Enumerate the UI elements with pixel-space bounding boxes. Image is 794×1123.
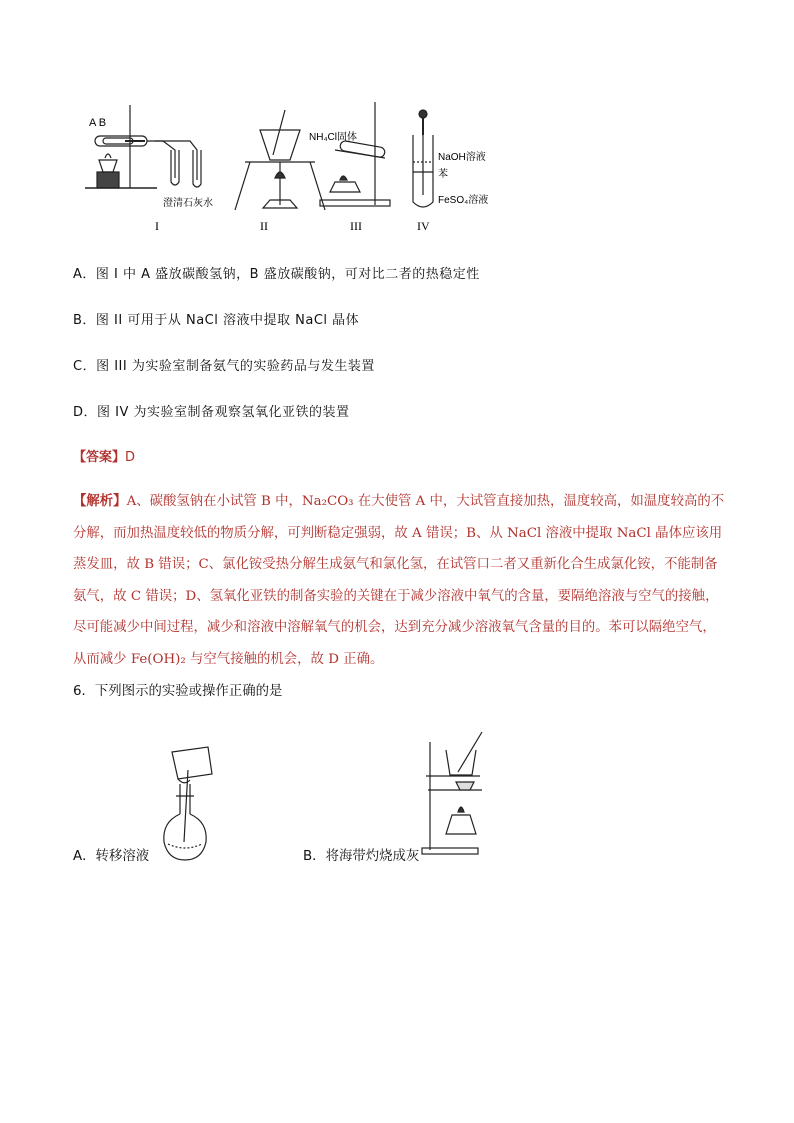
- label-naoh: NaOH溶液: [438, 152, 486, 163]
- label-benzene: 苯: [438, 169, 448, 180]
- label-a-b: A B: [89, 117, 107, 129]
- q6-option-b: B．将海带灼烧成灰: [303, 849, 420, 864]
- roman-i: I: [155, 219, 159, 233]
- apparatus-figure-top: [85, 100, 505, 235]
- analysis-tag: 【解析】: [73, 494, 127, 509]
- label-limewater: 澄清石灰水: [163, 198, 213, 209]
- label-nh4cl: NH₄Cl固体: [309, 132, 357, 143]
- analysis-paragraph: [73, 486, 729, 675]
- q6-option-a: A．转移溶液: [73, 849, 150, 864]
- analysis-text: A、碳酸氢钠在小试管 B 中，Na₂CO₃ 在大使管 A 中，大试管直接加热，温度较高，如温度较高的不分解，而加热温度较低的物质分解，可判断稳定强弱，故 A 错误；B、从 NaCl 溶液中提取 NaCl 晶体应该用蒸发皿，故 B 错误；C、氯化铵受热分解生成氨气和氯化氢，在试管口二者又重新化合生成氯化铵，不能制备氨气，故 C 错误；D、氢氧化亚铁的制备实验的关键在于减少溶液中氧气的含量，要隔绝溶液与空气的接触，尽可能减少中间过程，减少和溶液中溶解氧气的机会，达到充分减少溶液氧气含量的目的。苯可以隔绝空气，从而减少 Fe(OH)₂ 与空气接触的机会，故 D 正确。: [73, 494, 725, 667]
- crucible-burning-figure: [418, 730, 498, 858]
- roman-iv: IV: [417, 219, 430, 233]
- option-a: A．图 I 中 A 盛放碳酸氢钠，B 盛放碳酸钠，可对比二者的热稳定性: [73, 267, 480, 282]
- answer-value: D: [125, 450, 136, 465]
- question-6: 6．下列图示的实验或操作正确的是: [73, 684, 283, 699]
- roman-ii: II: [260, 219, 268, 233]
- answer-tag: 【答案】: [73, 450, 126, 465]
- label-feso4: FeSO₄溶液: [438, 195, 489, 206]
- roman-iii: III: [350, 219, 362, 233]
- option-c: C．图 III 为实验室制备氨气的实验药品与发生装置: [73, 359, 375, 374]
- option-b: B．图 II 可用于从 NaCl 溶液中提取 NaCl 晶体: [73, 313, 360, 328]
- answer-line: [73, 446, 135, 465]
- option-d: D．图 IV 为实验室制备观察氢氧化亚铁的装置: [73, 405, 350, 420]
- volumetric-flask-figure: [160, 742, 230, 864]
